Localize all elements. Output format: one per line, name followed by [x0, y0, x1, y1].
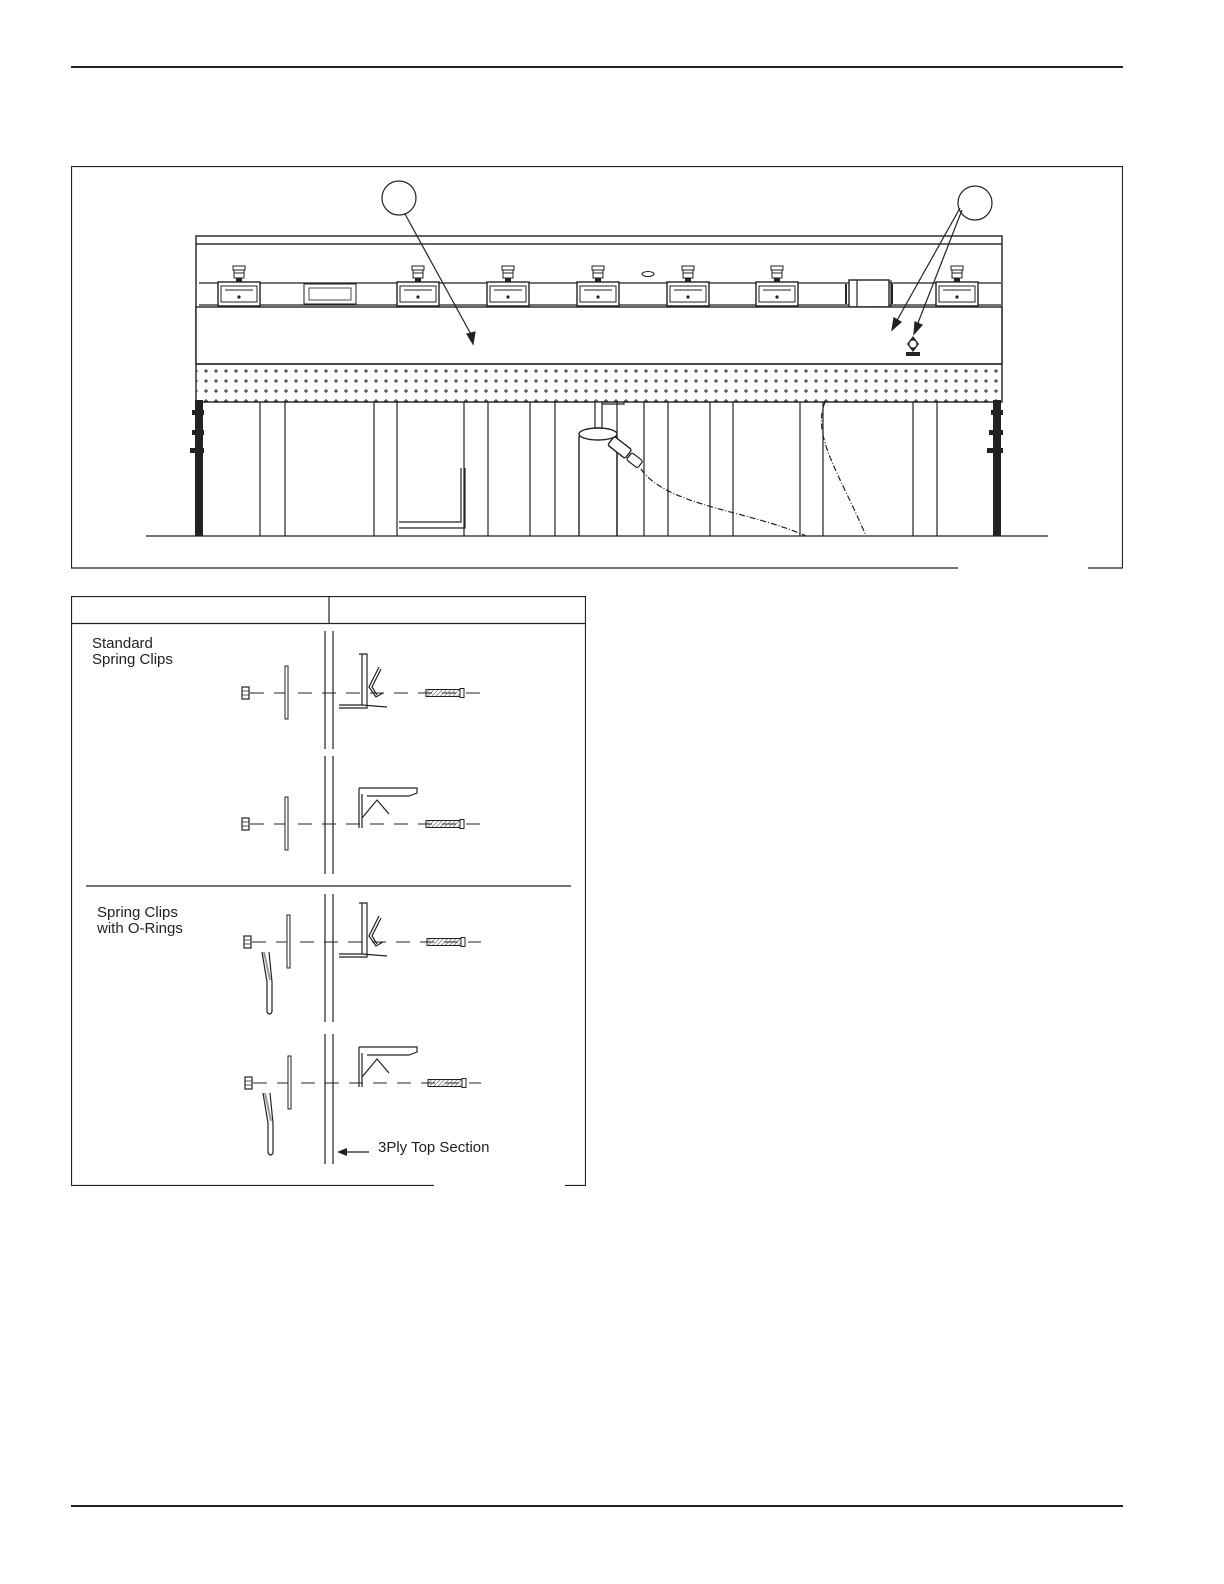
top-plate — [196, 236, 1002, 244]
table-header-row — [71, 596, 586, 624]
hose-fitting — [608, 436, 806, 536]
group-label-orings-line1: Spring Clips — [97, 904, 178, 921]
callout-bubble-2 — [958, 186, 992, 220]
oring-clip-row-1 — [244, 903, 481, 1014]
assembly-front-view-figure — [71, 166, 1123, 569]
group-label-orings — [97, 905, 183, 937]
header-rule — [71, 66, 1123, 68]
group-label-standard-line2: Spring Clips — [92, 651, 173, 668]
insulation-band — [196, 364, 1002, 402]
standard-clip-row-1 — [242, 654, 481, 719]
table-frame — [72, 597, 586, 1186]
callout-3ply-top-section: 3Ply Top Section — [378, 1139, 490, 1156]
group-label-standard — [92, 636, 173, 668]
group-label-orings-line2: with O-Rings — [97, 920, 183, 937]
panel-body — [196, 307, 1002, 364]
spring-clip-table-figure — [71, 596, 586, 1186]
group-label-standard-line1: Standard — [92, 635, 153, 652]
callout-bubble-1 — [382, 181, 416, 215]
footer-rule — [71, 1505, 1123, 1507]
standard-clip-row-2 — [242, 788, 481, 850]
